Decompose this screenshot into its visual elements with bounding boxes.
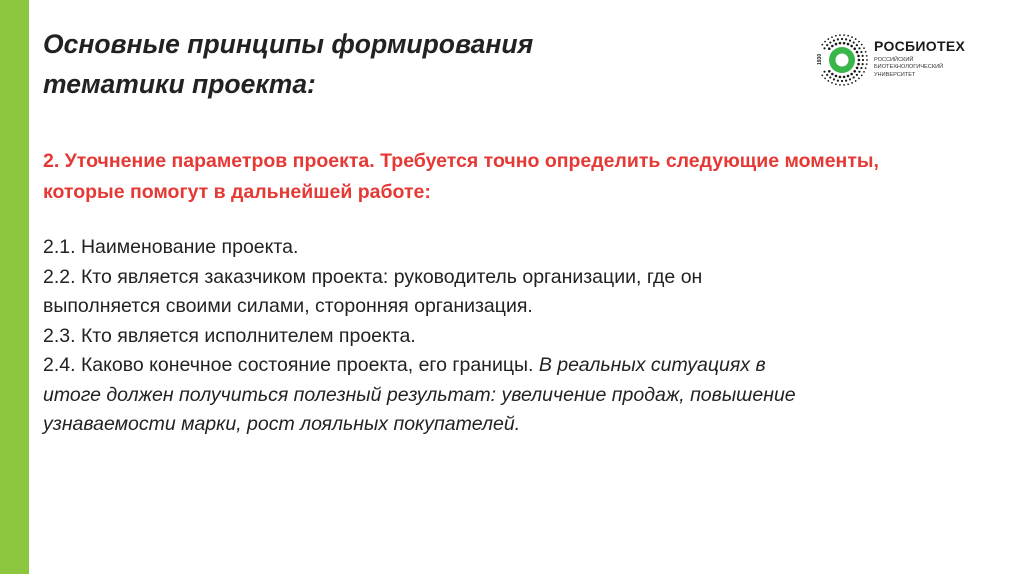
logo-dot [835,75,838,78]
logo-dot [831,45,834,48]
list-item-2-4-line-3 [43,410,1003,440]
logo-dot [847,75,850,78]
logo-dot [843,34,845,36]
logo-dot [843,84,845,86]
logo-dot [826,74,828,76]
logo-dot [850,45,853,48]
logo-dot [855,38,857,40]
logo-dot [862,63,864,65]
logo-dot [858,47,860,49]
logo-dot [856,51,859,54]
section-heading-line-2: которые помогут в дальнейшей работе: [43,181,431,203]
list-item-2-4-line-1 [43,351,1003,381]
logo-dot [847,83,849,85]
logo-subtitle-line-2: БИОТЕХНОЛОГИЧЕСКИЙ [874,64,944,71]
logo-dot [827,80,829,82]
logo-dot [845,38,847,40]
list-item-2-4-italic-3: узнаваемости марки, рост лояльных покупателей. [43,413,521,435]
list-item-2-2-line-2: выполняется своими силами, сторонняя организация. [43,295,533,317]
logo-dot [865,51,867,53]
list-item-2-4-italic-2: итоге должен получиться полезный результат: увеличение продаж, повышение [43,383,796,406]
logo-dot [860,67,862,69]
logo-dot [841,38,843,40]
logo-dot [866,55,868,57]
logo-dot [821,74,823,76]
logo-dot [857,63,860,66]
logo-dot [858,77,860,79]
logo-dot [849,78,851,80]
logo-dot [828,70,831,73]
logo-dot [839,76,842,79]
logo-dot [826,44,828,46]
logo-dot [858,59,861,62]
logo-dot [831,73,834,76]
logo-dot [853,76,855,78]
list-item-2-4-italic-1: В реальных ситуациях в [538,354,766,376]
list-item-2-1: 2.1. Наименование проекта. [43,236,299,258]
logo-dot [837,80,839,82]
logo-dot [831,36,833,38]
logo-dot [863,71,865,73]
list-item-2-2-line-1: 2.2. Кто является заказчиком проекта: руководитель организации, где он [43,265,703,288]
list-item-2-4-plain: 2.4. Каково конечное состояние проекта, его границы. [43,354,534,376]
logo-dot [857,55,860,58]
logo-dot [851,82,853,84]
logo-dot [861,74,863,76]
logo-dot [828,47,831,50]
list-item-2-3: 2.3. Кто является исполнителем проекта. [43,324,416,347]
slide-title-line-2: тематики проекта: [43,69,316,99]
logo-subtitle-line-3: УНИВЕРСИТЕТ [874,71,916,78]
logo-dot [843,76,846,79]
section-heading [43,146,1003,208]
logo-dot [850,73,853,76]
logo-dot [833,40,835,42]
logo-dot [835,43,838,46]
logo-dot [856,74,858,76]
logo-dot [835,83,837,85]
logo-dot [827,38,829,40]
item-list [43,233,1003,440]
logo-year: 1930 [817,53,823,65]
logo-dot [863,47,865,49]
logo-dot [866,59,868,61]
rosbiotech-logo-icon [814,32,870,88]
logo-dot [861,44,863,46]
logo-dot [853,47,856,50]
logo-dot [824,41,826,43]
logo-dot [824,77,826,79]
logo-dot [835,35,837,37]
logo-dot [823,47,825,49]
logo-dot [839,84,841,86]
logo-subtitle [874,57,943,79]
logo-dot [860,51,862,53]
slide-title [43,24,683,104]
logo-dot [837,38,839,40]
logo-dot [841,80,843,82]
logo-name: РОСБИОТЕХ [874,38,966,54]
logo-dot [829,76,831,78]
rosbiotech-logo [814,32,994,88]
logo-dot [851,36,853,38]
accent-sidebar [0,0,29,574]
logo-dot [839,42,842,45]
logo-dot [829,41,831,43]
logo-dot [849,40,851,42]
logo-dot [856,44,858,46]
logo-dot [862,59,864,61]
logo-dot [862,55,864,57]
logo-dot [853,41,855,43]
logo-dot [823,71,825,73]
logo-dot [833,78,835,80]
logo-dot [855,80,857,82]
logo-dot [858,41,860,43]
logo-dot [847,43,850,46]
list-item-2-4-line-2 [43,381,1003,411]
logo-dot [866,63,868,65]
logo-dot [831,82,833,84]
section-heading-line-1: 2. Уточнение параметров проекта. Требуется точно определить следующие моменты, [43,150,879,172]
logo-dot [856,67,859,70]
logo-dot [865,67,867,69]
logo-dot [839,34,841,36]
logo-dot [858,71,860,73]
logo-dot [821,44,823,46]
slide-title-line-1: Основные принципы формирования [43,29,534,59]
logo-dot [843,42,846,45]
logo-dot [853,70,856,73]
logo-dot [845,80,847,82]
logo-dot [847,35,849,37]
logo-subtitle-line-1: РОССИЙСКИЙ [874,57,914,63]
